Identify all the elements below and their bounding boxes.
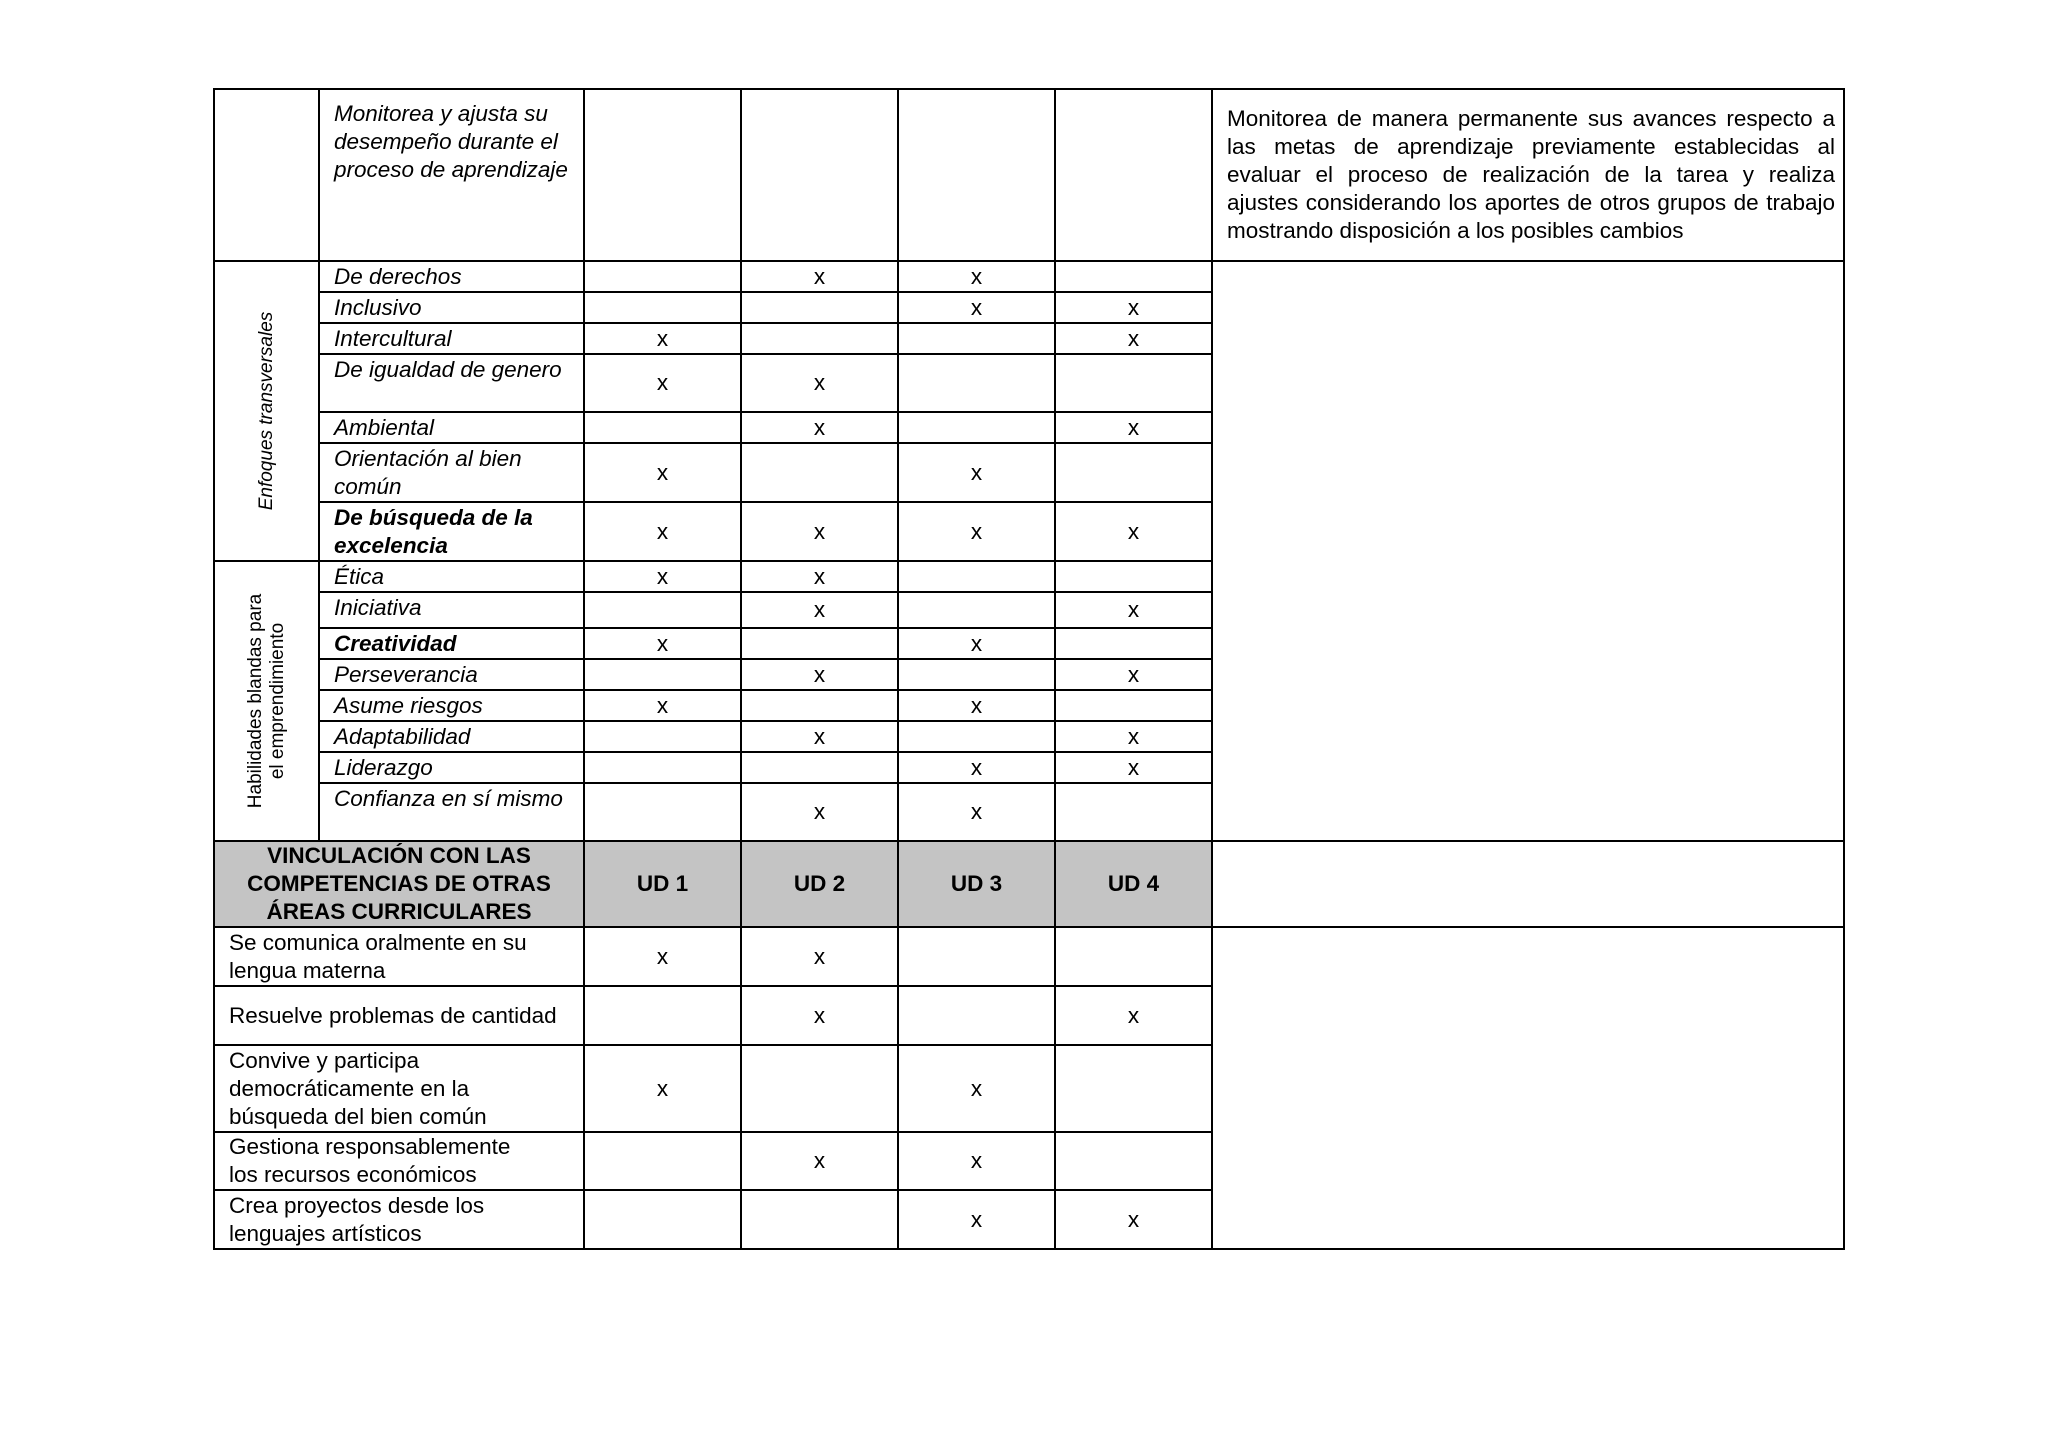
row-label: Asume riesgos [319,690,584,721]
mark-cell [1055,354,1212,412]
mark-cell [898,412,1055,443]
mark-cell [898,323,1055,354]
mark-cell [898,986,1055,1045]
table-row [214,261,1844,292]
mark-cell: x [898,261,1055,292]
mark-cell [1055,690,1212,721]
area-label: Se comunica oralmente en su lengua materna [214,927,584,986]
mark-cell [898,561,1055,592]
mark-cell [741,1045,898,1132]
unit-header: UD 4 [1055,841,1212,927]
empty-cell [1212,841,1844,927]
row-label: Liderazgo [319,752,584,783]
mark-cell: x [741,1132,898,1190]
mark-cell [1055,261,1212,292]
mark-cell: x [898,1132,1055,1190]
row-label: Ética [319,561,584,592]
mark-cell: x [584,690,741,721]
mark-cell: x [584,502,741,561]
mark-cell [741,323,898,354]
mark-cell: x [584,927,741,986]
mark-cell: x [898,292,1055,323]
mark-cell: x [584,628,741,659]
mark-cell [584,1190,741,1249]
unit-header: UD 2 [741,841,898,927]
vinculacion-header: VINCULACIÓN CON LAS COMPETENCIAS DE OTRAS ÁREAS CURRICULARES [214,841,584,927]
mark-cell: x [584,323,741,354]
unit-header: UD 3 [898,841,1055,927]
table-header-row [214,841,1844,927]
mark-cell [584,1132,741,1190]
mark-cell [584,752,741,783]
mark-cell [584,659,741,690]
mark-cell [584,89,741,261]
row-label: Confianza en sí mismo [319,783,584,841]
mark-cell: x [584,443,741,502]
mark-cell [1055,89,1212,261]
mark-cell: x [1055,412,1212,443]
mark-cell [1055,443,1212,502]
mark-cell: x [741,502,898,561]
mark-cell [898,927,1055,986]
competencias-table [213,88,1845,1250]
empty-cell [1212,927,1844,1249]
mark-cell [1055,628,1212,659]
description-cell: Monitorea de manera permanente sus avances respecto a las metas de aprendizaje previamente establecidas al evaluar el proceso de realización de la tarea y realiza ajustes considerando los aportes de otros grupos de trabajo mostrando disposición a los posibles cambios [1212,89,1844,261]
habilidades-group-cell [214,561,319,841]
mark-cell [1055,1045,1212,1132]
enfoques-group-cell [214,261,319,561]
mark-cell [898,721,1055,752]
mark-cell: x [1055,502,1212,561]
mark-cell: x [741,783,898,841]
row-label: Inclusivo [319,292,584,323]
mark-cell: x [898,502,1055,561]
mark-cell [741,292,898,323]
mark-cell: x [898,783,1055,841]
mark-cell: x [1055,1190,1212,1249]
mark-cell [741,752,898,783]
mark-cell: x [898,1045,1055,1132]
mark-cell [1055,1132,1212,1190]
mark-cell [741,89,898,261]
row-label: De derechos [319,261,584,292]
mark-cell: x [741,659,898,690]
area-label: Resuelve problemas de cantidad [214,986,584,1045]
mark-cell: x [898,690,1055,721]
mark-cell: x [741,561,898,592]
mark-cell [584,292,741,323]
area-label: Gestiona responsablemente los recursos económicos [214,1132,584,1190]
mark-cell [584,261,741,292]
mark-cell: x [741,592,898,628]
mark-cell [741,443,898,502]
mark-cell: x [741,412,898,443]
mark-cell [584,783,741,841]
mark-cell [584,592,741,628]
mark-cell: x [898,628,1055,659]
mark-cell: x [741,927,898,986]
row-label: Ambiental [319,412,584,443]
unit-header: UD 1 [584,841,741,927]
mark-cell: x [741,354,898,412]
row-label: Intercultural [319,323,584,354]
mark-cell [1055,927,1212,986]
mark-cell: x [1055,659,1212,690]
mark-cell: x [1055,986,1212,1045]
mark-cell [898,592,1055,628]
mark-cell: x [1055,592,1212,628]
mark-cell: x [1055,323,1212,354]
enfoques-group-label: Enfoques transversales [255,311,277,511]
mark-cell: x [1055,752,1212,783]
table-row [214,927,1844,986]
table-row [214,89,1844,261]
mark-cell: x [584,561,741,592]
mark-cell [898,659,1055,690]
row-label: Monitorea y ajusta su desempeño durante el proceso de aprendizaje [319,89,584,261]
area-label: Convive y participa democráticamente en la búsqueda del bien común [214,1045,584,1132]
mark-cell: x [898,752,1055,783]
mark-cell [741,628,898,659]
row-label: Orientación al bien común [319,443,584,502]
row-label: Creatividad [319,628,584,659]
row-label: De igualdad de genero [319,354,584,412]
mark-cell: x [898,1190,1055,1249]
mark-cell [1055,783,1212,841]
habilidades-group-label: Habilidades blandas para el emprendimiento [244,593,288,809]
row-label: Perseverancia [319,659,584,690]
mark-cell [584,986,741,1045]
row-label: Iniciativa [319,592,584,628]
mark-cell: x [741,261,898,292]
mark-cell: x [584,354,741,412]
mark-cell [741,690,898,721]
mark-cell [898,354,1055,412]
mark-cell [741,1190,898,1249]
mark-cell [584,412,741,443]
empty-cell [214,89,319,261]
mark-cell: x [741,721,898,752]
mark-cell [898,89,1055,261]
row-label: Adaptabilidad [319,721,584,752]
mark-cell: x [1055,721,1212,752]
area-label: Crea proyectos desde los lenguajes artísticos [214,1190,584,1249]
empty-cell [1212,261,1844,841]
mark-cell: x [584,1045,741,1132]
mark-cell: x [898,443,1055,502]
mark-cell: x [1055,292,1212,323]
row-label: De búsqueda de la excelencia [319,502,584,561]
mark-cell [584,721,741,752]
mark-cell: x [741,986,898,1045]
mark-cell [1055,561,1212,592]
